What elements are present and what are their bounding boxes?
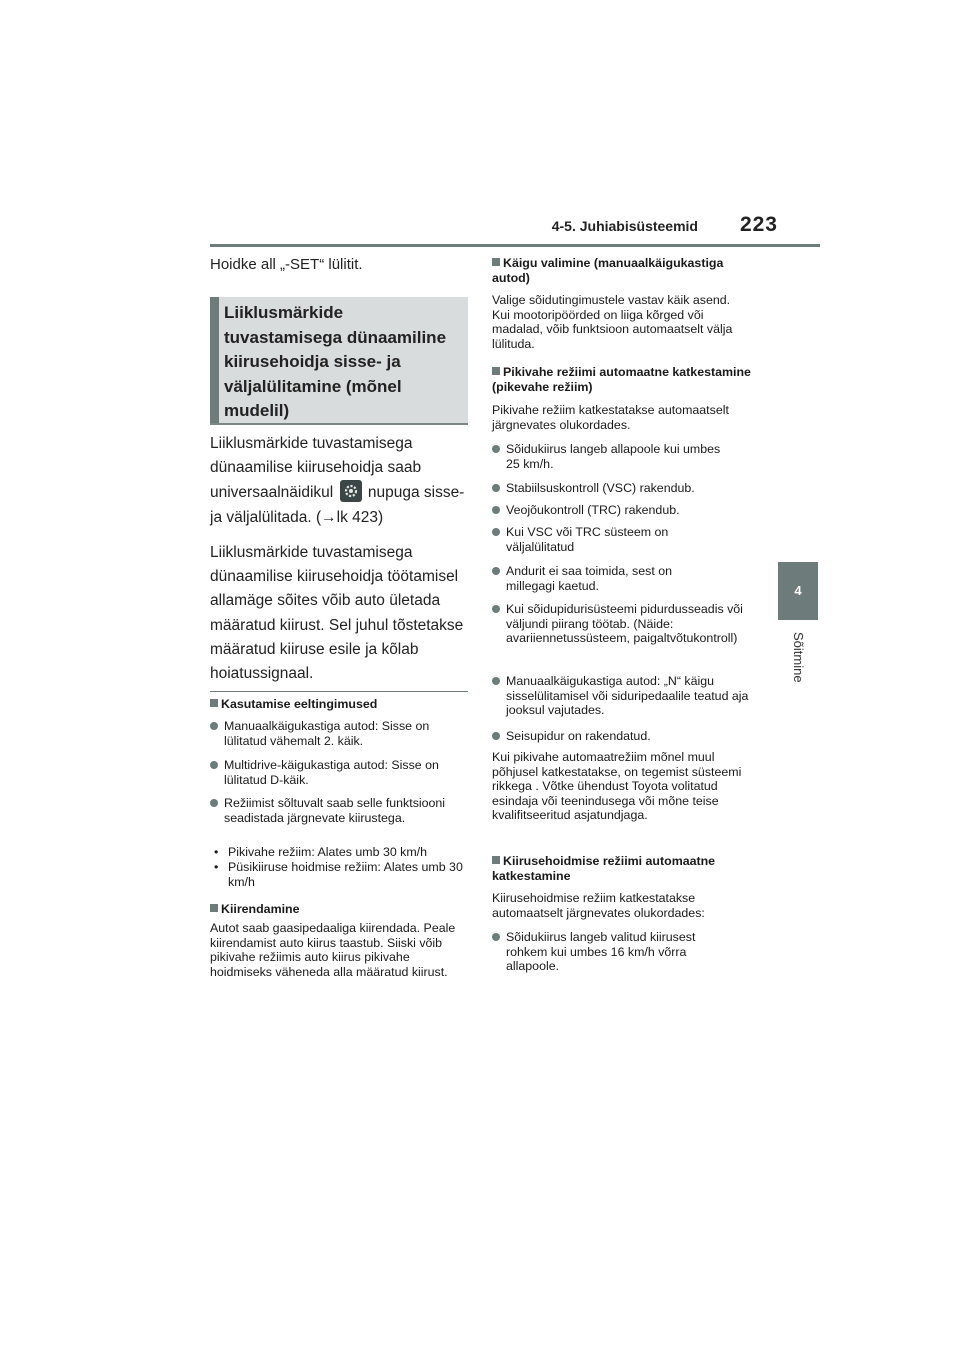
page-number: 223 xyxy=(739,213,778,236)
bullet-icon xyxy=(492,605,500,613)
bullet-icon xyxy=(492,506,500,514)
section-heading-box xyxy=(210,297,468,425)
distance-cancel-heading: Pikivahe režiimi automaatne katkestamine (pikevahe režiim) xyxy=(492,365,751,394)
list-item: Multidrive-käigukastiga autod: Sisse on lülitatud D-käik. xyxy=(210,758,468,788)
list-item: Andurit ei saa toimida, sest on millegagi kaetud. xyxy=(492,564,754,594)
list-item: Režiimist sõltuvalt saab selle funktsiooni seadistada järgnevate kiirustega. xyxy=(210,796,468,842)
bullet-icon xyxy=(492,528,500,536)
square-bullet-icon xyxy=(492,856,500,864)
list-item: Stabiilsuskontroll (VSC) rakendub. xyxy=(492,481,754,496)
acceleration-heading: Kiirendamine xyxy=(210,902,468,917)
speed-cancel-text: Kiirusehoidmise režiim katkestatakse automaatselt järgnevates olukordades: xyxy=(492,891,705,920)
list-item: Sõidukiirus langeb allapoole kui umbes 25 km/h. xyxy=(492,442,754,472)
fault-text: Kui pikivahe automaatrežiim mõnel muul põhjusel katkestatakse, on tegemist süsteemi rikkega . Võtke ühendust Toyota volitatud esindaja või teenindusega või mõne teise kvalifitseeritud asjatundjaga. xyxy=(492,750,742,823)
acceleration-text: Autot saab gaasipedaaliga kiirendada. Peale kiirendamist auto kiirus taastub. Siiski võib pikivahe režiimis auto kiirus pikivahe hoidmiseks väheneda alla määratud kiirust. xyxy=(210,921,456,979)
speed-cancel-heading: Kiirusehoidmise režiimi automaatne katkestamine xyxy=(492,854,716,883)
bullet-icon xyxy=(492,567,500,575)
paragraph-switch-before: Liiklusmärkide tuvastamisega dünaamilise kiirusehoidja saab universaalnäidikul xyxy=(210,435,422,502)
list-item: • Pikivahe režiim: Alates umb 30 km/h xyxy=(214,845,428,859)
heading-accent-bar xyxy=(210,297,219,423)
square-bullet-icon xyxy=(492,367,500,375)
bullet-icon xyxy=(492,484,500,492)
list-item: • Püsikiiruse hoidmise režiim: Alates umb 30 km/h xyxy=(214,860,463,889)
list-item: Kui sõidupidurisüsteemi pidurdusseadis või väljundi piirang töötab. (Näide: avariiennetussüsteem, paigaltvõtukontroll) xyxy=(492,602,754,663)
list-item: Veojõukontroll (TRC) rakendub. xyxy=(492,503,754,518)
divider-left xyxy=(210,691,468,692)
bullet-icon xyxy=(492,732,500,740)
list-item: Kui VSC või TRC süsteem on väljalülitatud xyxy=(492,525,754,555)
bullet-icon xyxy=(492,933,500,941)
bullet-icon xyxy=(210,799,218,807)
intro-text: Hoidke all „-SET“ lülitit. xyxy=(210,256,363,273)
paragraph-switch xyxy=(210,432,468,530)
square-bullet-icon xyxy=(492,258,500,266)
bullet-icon xyxy=(492,677,500,685)
distance-cancel-text: Pikivahe režiim katkestatakse automaatselt järgnevates olukordades. xyxy=(492,403,729,432)
list-item: Manuaalkäigukastiga autod: Sisse on lülitatud vähemalt 2. käik. xyxy=(210,719,468,749)
chapter-tab: 4 xyxy=(778,562,818,620)
bullet-icon xyxy=(210,722,218,730)
section-title: 4-5. Juhiabisüsteemid xyxy=(551,218,698,234)
gear-text: Valige sõidutingimustele vastav käik asend. Kui mootoripöörded on liiga kõrged või madalad, võib funktsioon automaatselt välja lülituda. xyxy=(492,293,733,351)
square-bullet-icon xyxy=(210,699,218,707)
list-item: Seisupidur on rakendatud. xyxy=(492,729,754,744)
list-item: Sõidukiirus langeb valitud kiirusest rohkem kui umbes 16 km/h võrra allapoole. xyxy=(492,930,754,976)
paragraph-switch-after: nupuga sisse- ja väljalülitada. (→lk 423) xyxy=(210,484,465,526)
list-item: Manuaalkäigukastiga autod: „N“ käigu sisselülitamisel või siduripedaalile teatud aja jooksul vajutades. xyxy=(492,674,754,720)
square-bullet-icon xyxy=(210,904,218,912)
paragraph-downhill: Liiklusmärkide tuvastamisega dünaamilise kiirusehoidja töötamisel allamäge sõites võib auto ületada määratud kiirust. Sel juhul tõstetakse määratud kiiruse esile ja kõlab hoiatussignaal. xyxy=(210,544,464,683)
bullet-icon xyxy=(492,445,500,453)
conditions-heading: Kasutamise eeltingimused xyxy=(210,697,468,712)
settings-icon xyxy=(340,480,362,502)
header-rule xyxy=(210,244,820,247)
chapter-label: Sõitmine xyxy=(791,632,806,683)
gear-heading: Käigu valimine (manuaalkäigukastiga autod) xyxy=(492,256,724,285)
section-heading: Liiklusmärkide tuvastamisega dünaamiline kiirusehoidja sisse- ja väljalülitamine (mõnel mudelil) xyxy=(224,303,447,420)
bullet-icon xyxy=(210,761,218,769)
